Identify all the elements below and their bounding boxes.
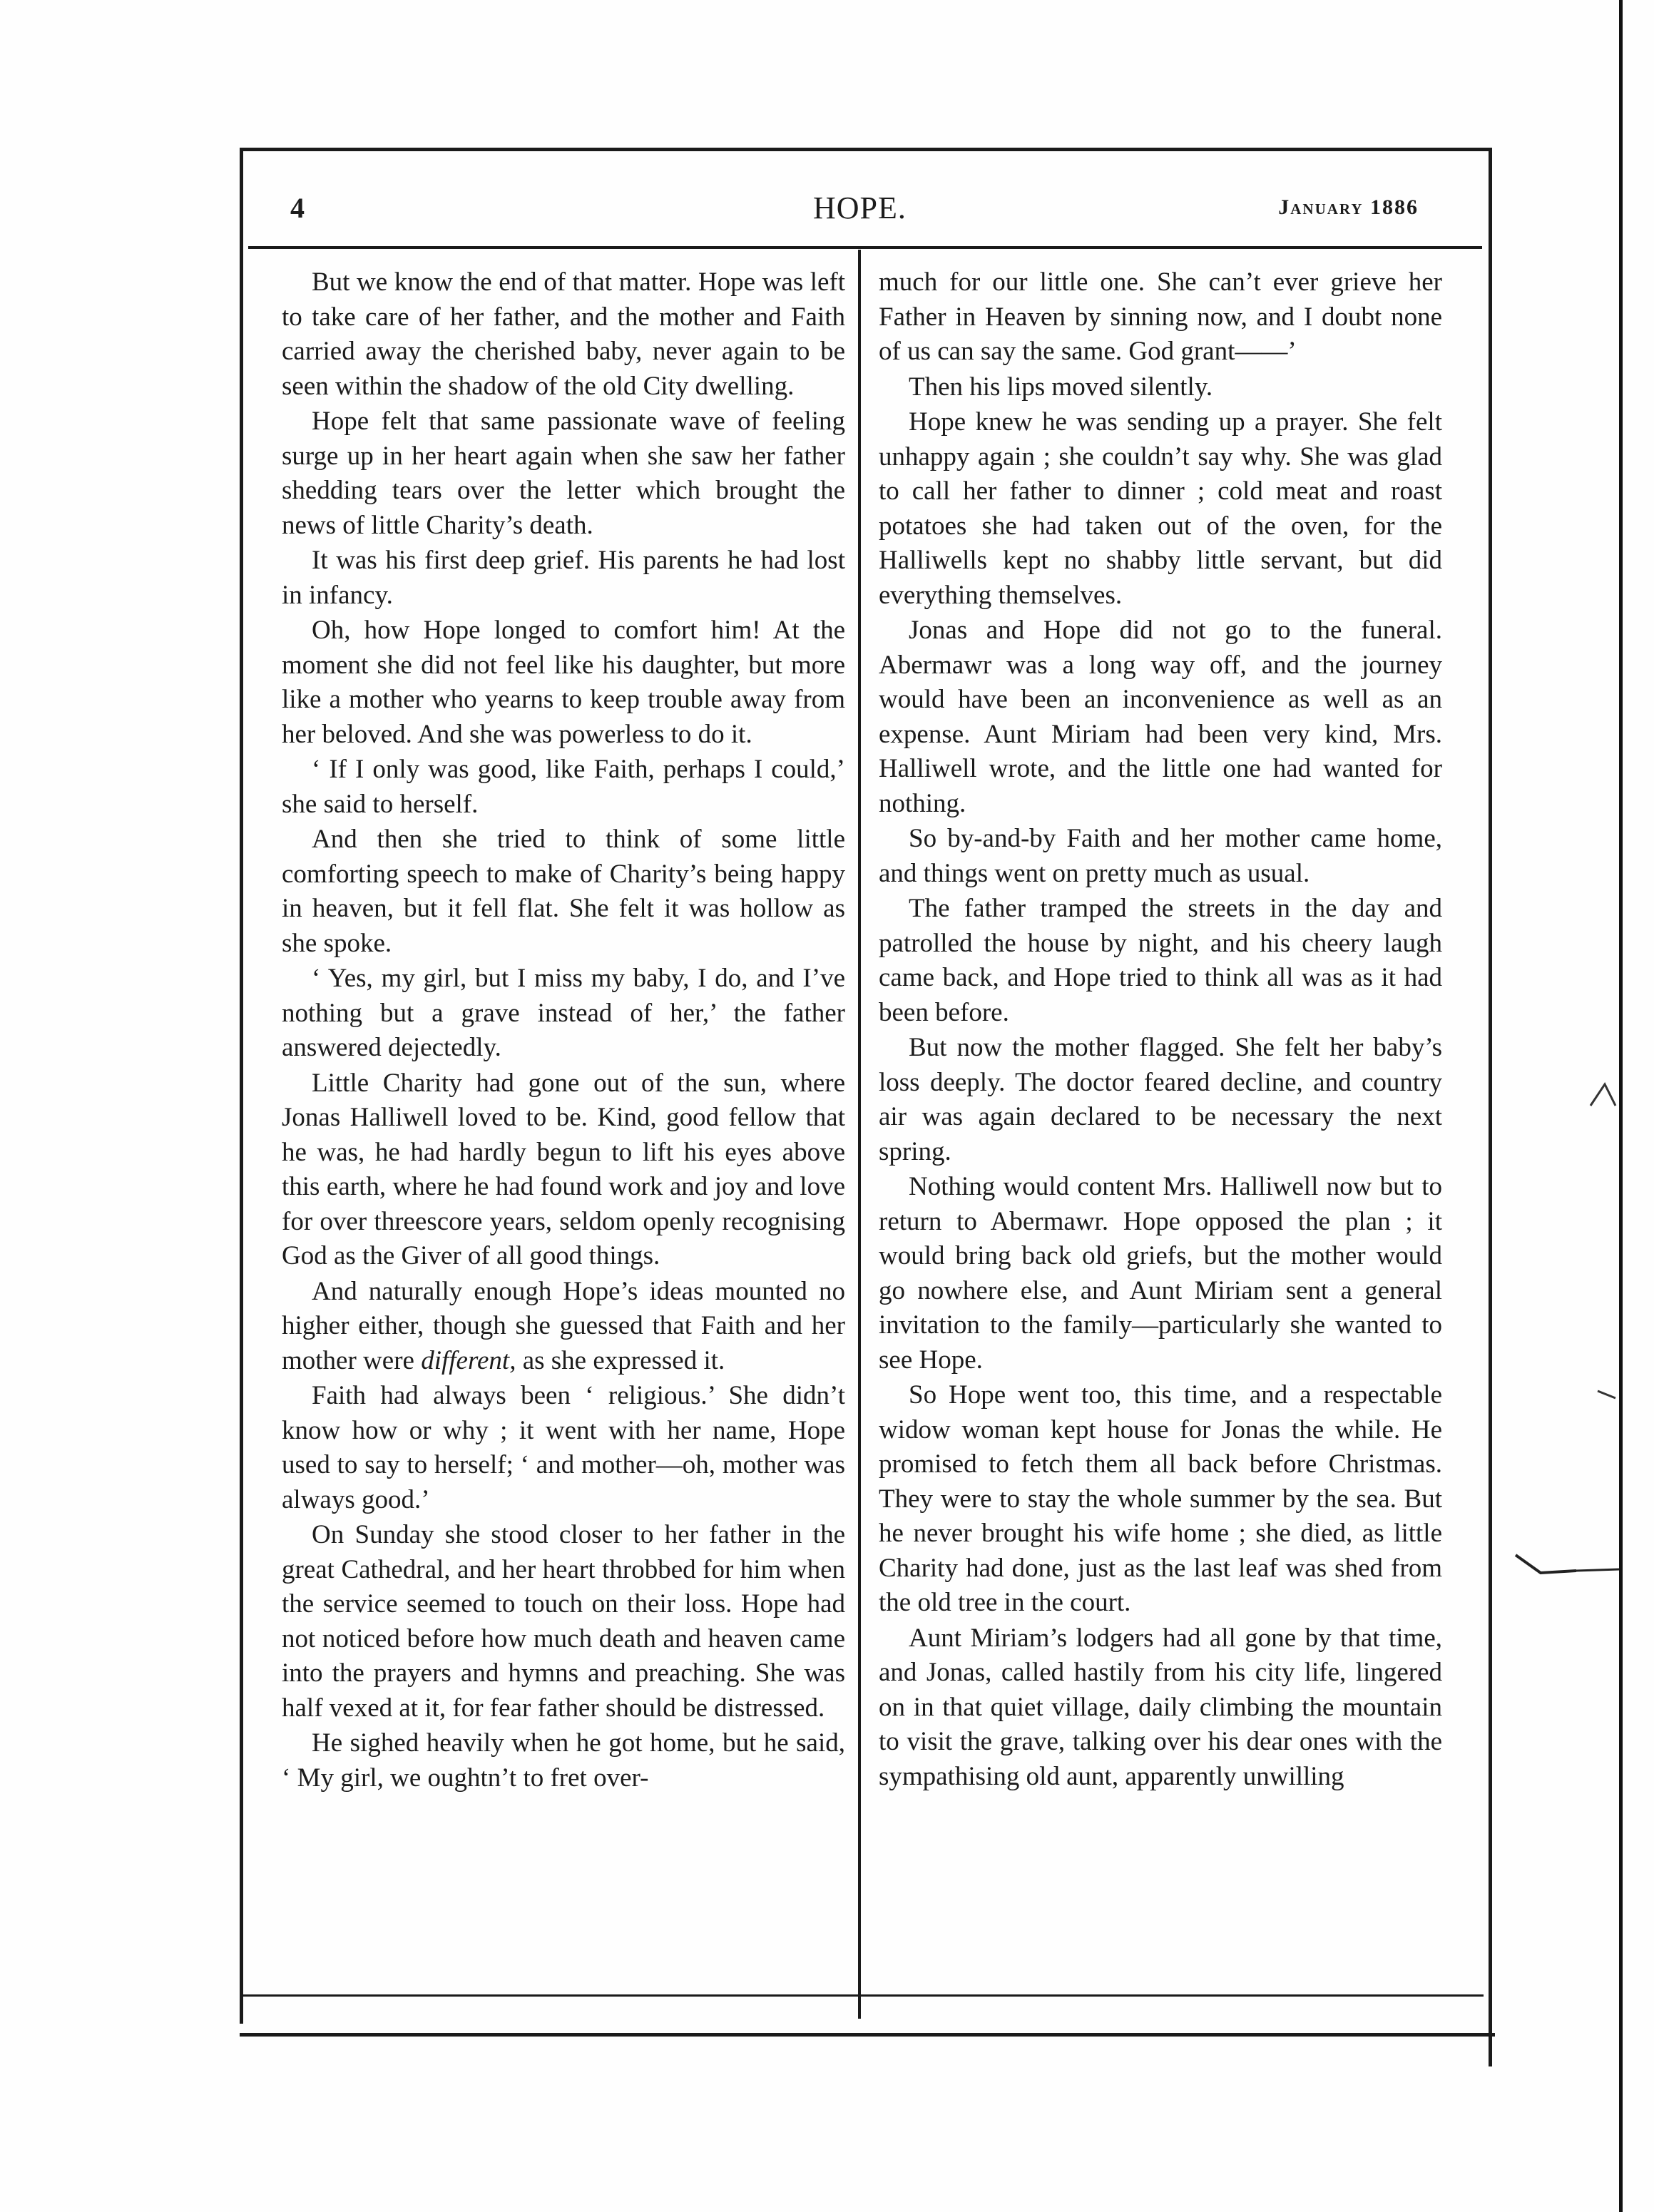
- paragraph: And then she tried to think of some little comforting speech to make of Charity’s being happy in heaven, but it fell flat. She felt it was hollow as she spoke.: [282, 825, 845, 958]
- paragraph-text: And naturally enough Hope’s ideas mounted no higher either, though she guessed that Faith and her mother were: [282, 1276, 845, 1375]
- paragraph: It was his first deep grief. His parents he had lost in infancy.: [282, 546, 845, 610]
- paragraph: Faith had always been ‘ religious.’ She didn’t know how or why ; it went with her name, Hope used to say to herself; ‘ and mother—oh, mother was always good.’: [282, 1381, 845, 1514]
- paragraph: On Sunday she stood closer to her father in the great Cathedral, and her heart throbbed for him when the service seemed to touch on their loss. Hope had not noticed before how much death and heaven came into the prayers and hymns and preaching. She was half vexed at it, for fear father should be distressed.: [282, 1520, 845, 1723]
- paragraph: So by-and-by Faith and her mother came home, and things went on pretty much as usual.: [879, 824, 1442, 888]
- paragraph: So Hope went too, this time, and a respectable widow woman kept house for Jonas the while. He promised to fetch them all back before Christmas. They were to stay the whole summer by the sea. But he never brought his wife home ; she died, as little Charity had done, just as the last leaf was shed from the old tree in the court.: [879, 1380, 1442, 1617]
- paragraph: Hope knew he was sending up a prayer. She felt unhappy again ; she couldn’t say why. She was glad to call her father to dinner ; cold meat and roast potatoes she had taken out of the oven, for the Halliwells kept no shabby little servant, but did everything themselves.: [879, 407, 1442, 610]
- paragraph: But now the mother flagged. She felt her baby’s loss deeply. The doctor feared decline, and country air was again declared to be necessary the next spring.: [879, 1033, 1442, 1166]
- paragraph: Hope felt that same passionate wave of feeling surge up in her heart again when she saw her father shedding tears over the letter which brought the news of little Charity’s death.: [282, 407, 845, 540]
- paragraph: ‘ If I only was good, like Faith, perhaps I could,’ she said to herself.: [282, 755, 845, 819]
- paragraph: ‘ Yes, my girl, but I miss my baby, I do, and I’ve nothing but a grave instead of her,’ the father answered dejectedly.: [282, 964, 845, 1062]
- column-divider: [858, 250, 861, 2019]
- paragraph: The father tramped the streets in the day and patrolled the house by night, and his cheery laugh came back, and Hope tried to think all was as it had been before.: [879, 894, 1442, 1027]
- left-column: [282, 265, 845, 1795]
- margin-scratch-marks: [1498, 1056, 1640, 1598]
- page-number: 4: [290, 192, 305, 224]
- italic-word: different,: [421, 1345, 516, 1375]
- paragraph-tail: as she expressed it.: [516, 1345, 725, 1375]
- paragraph: He sighed heavily when he got home, but he said, ‘ My girl, we oughtn’t to fret over-: [282, 1728, 845, 1793]
- running-title: HOPE.: [813, 190, 907, 225]
- page-frame-bottom: [240, 2033, 1495, 2037]
- paragraph: much for our little one. She can’t ever grieve her Father in Heaven by sinning now, and I doubt none of us can say the same. God grant——’: [879, 267, 1442, 366]
- paragraph: Aunt Miriam’s lodgers had all gone by that time, and Jonas, called hastily from his city life, lingered on in that quiet village, daily climbing the mountain to visit the grave, talking over his dear ones with the sympathising old aunt, apparently unwilling: [879, 1623, 1442, 1791]
- header-rule: [248, 246, 1482, 249]
- page-frame-top: [240, 148, 1492, 151]
- footer-rule: [240, 1994, 1484, 1997]
- paragraph: Nothing would content Mrs. Halliwell now but to return to Abermawr. Hope opposed the plan ; it would bring back old griefs, but the mother would go nowhere else, and Aunt Miriam sent a general invitation to the family—particularly she wanted to see Hope.: [879, 1172, 1442, 1375]
- paragraph: Then his lips moved silently.: [909, 372, 1213, 402]
- paragraph: But we know the end of that matter. Hope was left to take care of her father, and the mother and Faith carried away the cherished baby, never again to be seen within the shadow of the old City dwelling.: [282, 267, 845, 401]
- right-column: [879, 265, 1442, 1794]
- paragraph: Jonas and Hope did not go to the funeral. Abermawr was a long way off, and the journey would have been an inconvenience as well as an expense. Aunt Miriam had been very kind, Mrs. Halliwell wrote, and the little one had wanted for nothing.: [879, 616, 1442, 818]
- paragraph: Little Charity had gone out of the sun, where Jonas Halliwell loved to be. Kind, good fellow that he was, he had hardly begun to lift his eyes above this earth, where he had found work and joy and love for over threescore years, seldom openly recognising God as the Giver of all good things.: [282, 1068, 845, 1270]
- page-frame-right: [1489, 148, 1492, 2066]
- running-date: January 1886: [1278, 195, 1419, 219]
- paragraph: Oh, how Hope longed to comfort him! At the moment she did not feel like his daughter, but more like a mother who yearns to keep trouble away from her beloved. And she was powerless to do it.: [282, 616, 845, 749]
- paragraph: [282, 1275, 845, 1379]
- page-frame-left: [240, 148, 243, 2024]
